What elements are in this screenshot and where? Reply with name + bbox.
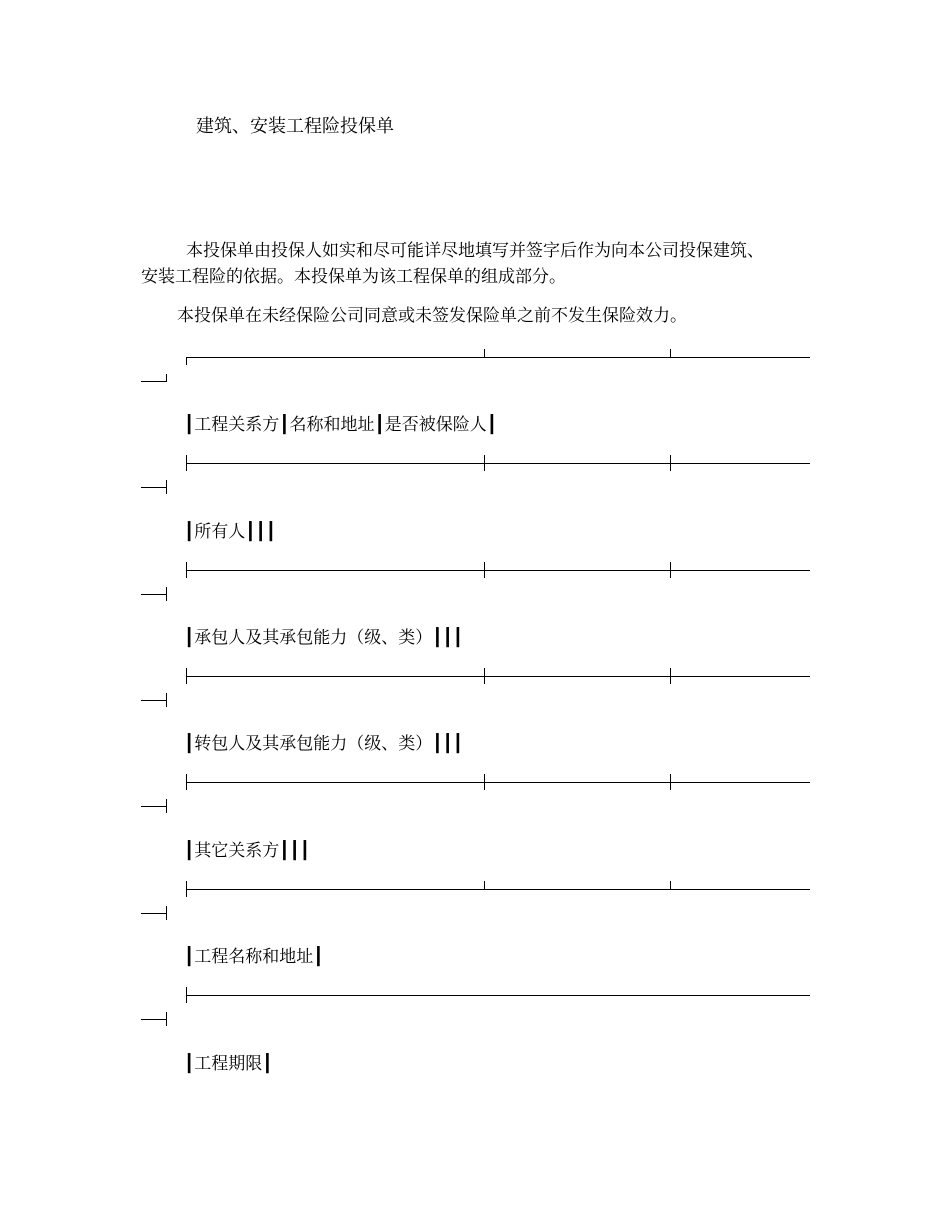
document-title: 建筑、安装工程险投保单 (196, 116, 394, 137)
table-top-border (0, 357, 950, 397)
table-row-divider (0, 782, 950, 822)
table-row-divider (0, 676, 950, 716)
table-row-divider (0, 463, 950, 503)
table-row: ┃所有人┃┃┃ (184, 522, 276, 542)
table-row-divider (0, 889, 950, 929)
table-row: ┃工程期限┃ (184, 1054, 273, 1074)
table-row-divider (0, 570, 950, 610)
intro-paragraph-line-2: 安装工程险的依据。本投保单为该工程保单的组成部分。 (141, 267, 566, 287)
intro-paragraph-line-1: 本投保单由投保人如实和尽可能详尽地填写并签字后作为向本公司投保建筑、 (186, 241, 764, 261)
table-row-divider (0, 995, 950, 1035)
table-row: ┃工程关系方┃名称和地址┃是否被保险人┃ (184, 415, 497, 435)
table-row: ┃工程名称和地址┃ (184, 947, 324, 967)
table-row: ┃承包人及其承包能力（级、类）┃┃┃ (184, 628, 463, 648)
validity-notice: 本投保单在未经保险公司同意或未签发保险单之前不发生保险效力。 (177, 306, 687, 326)
table-row: ┃转包人及其承包能力（级、类）┃┃┃ (184, 734, 463, 754)
table-row: ┃其它关系方┃┃┃ (184, 841, 310, 861)
